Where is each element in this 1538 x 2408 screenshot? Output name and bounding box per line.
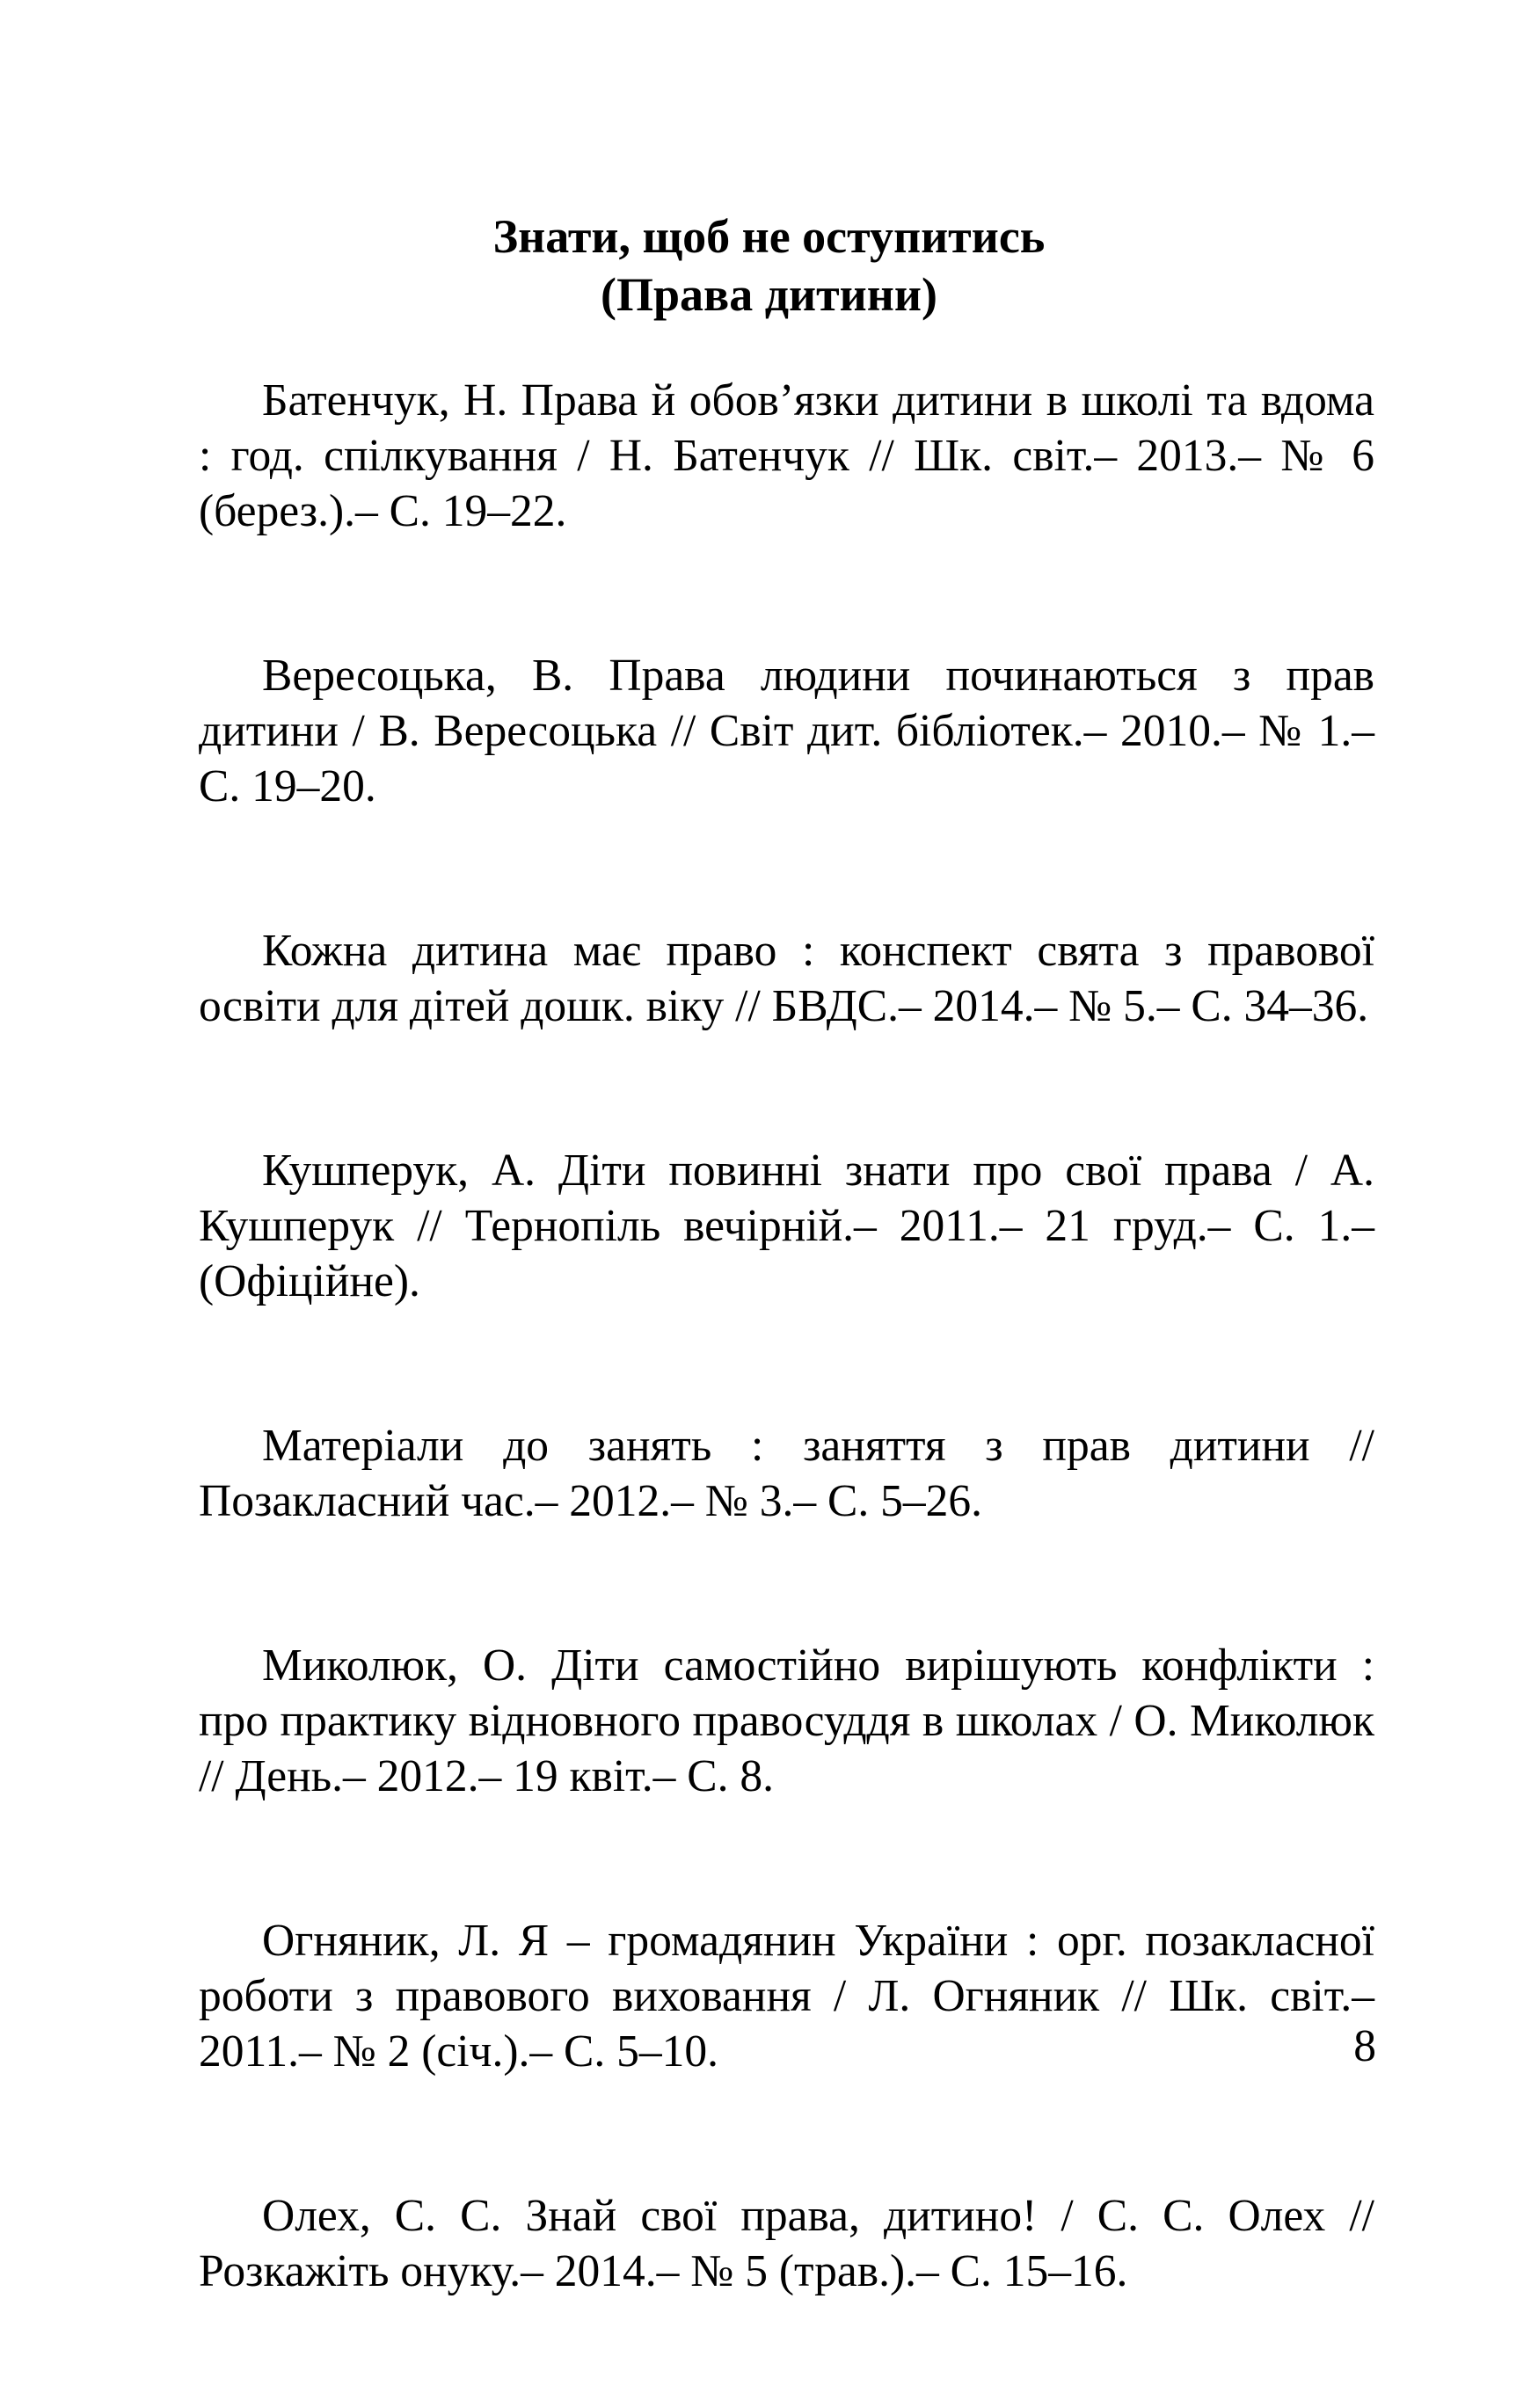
title-line-1: Знати, щоб не оступитись <box>492 210 1046 263</box>
page-number: 8 <box>1353 2021 1376 2071</box>
bibliography-entry: Миколюк, О. Діти самостійно вирішують конфлікти : про практику відновного правосуддя в школах / О. Миколюк // День.– 2012.– 19 квіт.– С. 8. <box>199 1640 1374 1801</box>
bibliography-entry: Олех, С. С. Знай свої права, дитино! / С. С. Олех // Розкажіть онуку.– 2014.– № 5 (трав.).– С. 15–16. <box>199 2191 1374 2296</box>
title-line-2: (Права дитини) <box>601 268 937 321</box>
bibliography-entry: Кожна дитина має право : конспект свята з правової освіти для дітей дошк. віку // БВДС.– 2014.– № 5.– С. 34–36. <box>199 926 1374 1031</box>
bibliography-list <box>199 373 1374 2408</box>
bibliography-entry: Матеріали до занять : заняття з прав дитини // Позакласний час.– 2012.– № 3.– С. 5–26. <box>199 1421 1374 1526</box>
bibliography-entry: Батенчук, Н. Права й обов’язки дитини в школі та вдома : год. спілкування / Н. Батенчук // Шк. світ.– 2013.– № 6 (берез.).– С. 19–22. <box>199 375 1374 536</box>
bibliography-entry: Кушперук, А. Діти повинні знати про свої права / А. Кушперук // Тернопіль вечірній.– 2011.– 21 груд.– С. 1.– (Офіційне). <box>199 1146 1374 1306</box>
bibliography-entry: Вересоцька, В. Права людини починаються з прав дитини / В. Вересоцька // Світ дит. бібліотек.– 2010.– № 1.– С. 19–20. <box>199 651 1374 811</box>
page-title <box>0 207 1538 324</box>
bibliography-entry: Огняник, Л. Я – громадянин України : орг. позакласної роботи з правового виховання / Л. Огняник // Шк. світ.– 2011.– № 2 (січ.).– С. 5–10. <box>199 1916 1374 2077</box>
